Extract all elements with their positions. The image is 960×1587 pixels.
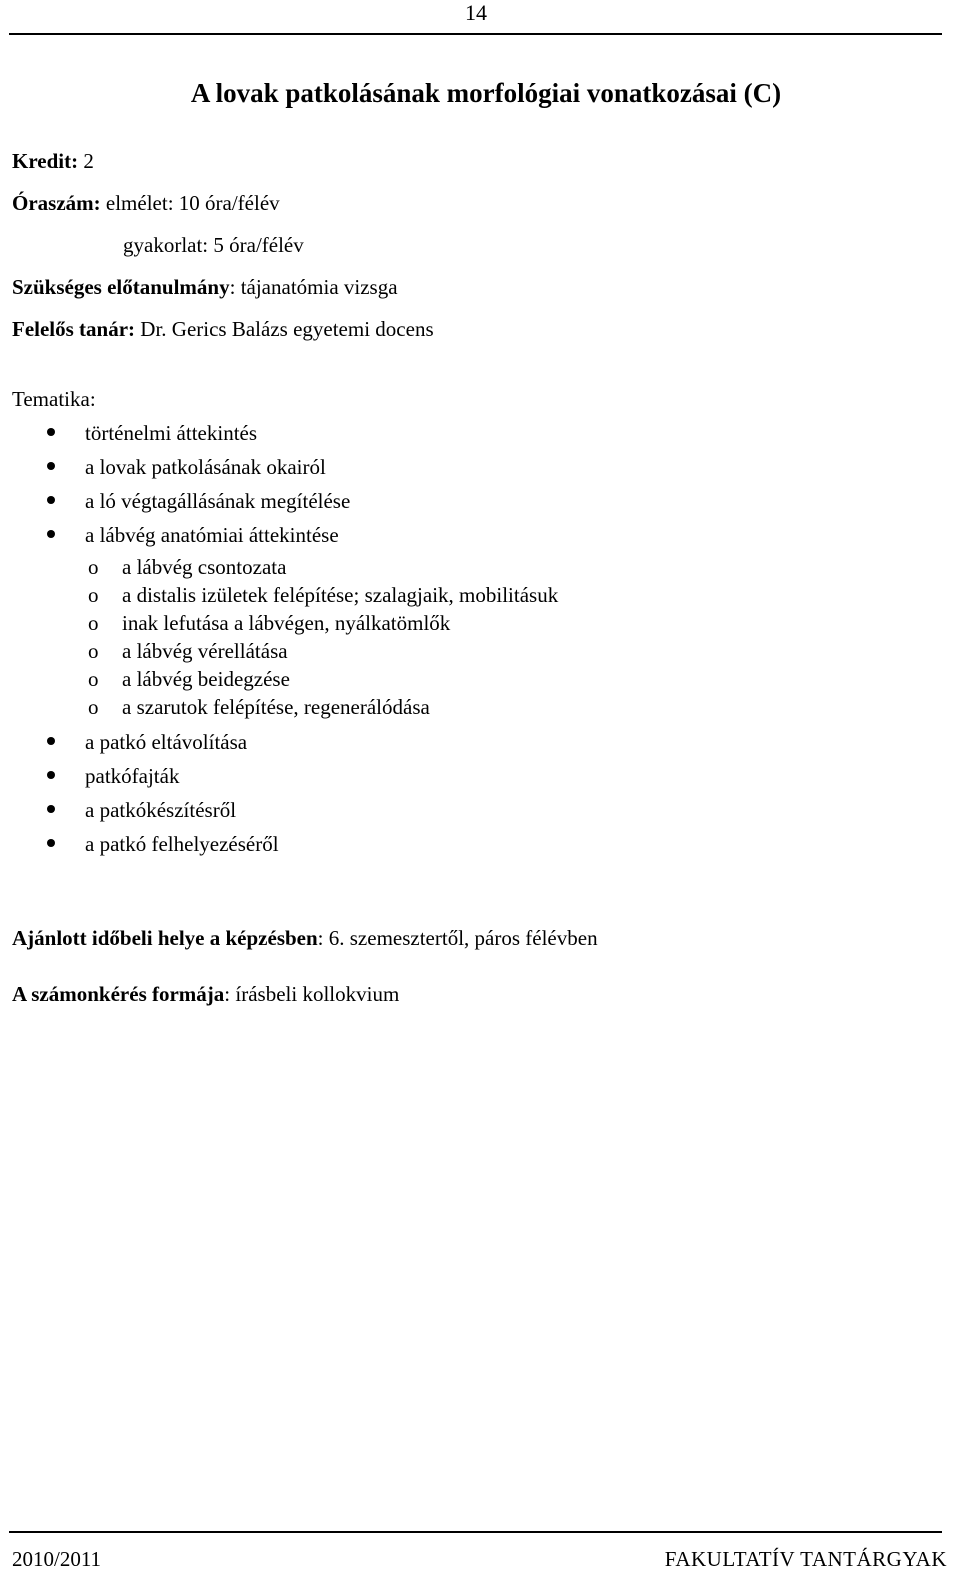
tematika-label: Tematika: — [12, 387, 96, 411]
header-divider — [9, 33, 942, 35]
kredit-row — [12, 148, 94, 174]
bullet-icon — [47, 428, 55, 436]
topic-item: a patkó felhelyezéséről — [85, 832, 279, 856]
footer-divider — [9, 1531, 942, 1533]
szamonkeres-label: A számonkérés formája — [12, 982, 225, 1006]
oraszam-elmelet: elmélet: 10 óra/félév — [105, 191, 280, 215]
felelos-value: Dr. Gerics Balázs egyetemi docens — [140, 317, 434, 341]
bullet-icon — [47, 496, 55, 504]
sub-bullet-icon: o — [88, 639, 99, 663]
topic-item: patkófajták — [85, 764, 180, 788]
page-title: A lovak patkolásának morfológiai vonatkozásai (C) — [190, 78, 782, 108]
oraszam-gyakorlat: gyakorlat: 5 óra/félév — [123, 233, 304, 257]
ajanlott-row — [12, 925, 598, 951]
page-number: 14 — [465, 0, 487, 25]
sub-bullet-icon: o — [88, 695, 99, 719]
bullet-icon — [47, 737, 55, 745]
subtopic-item: a lábvég csontozata — [122, 555, 287, 579]
ajanlott-label: Ajánlott időbeli helye a képzésben — [12, 926, 318, 950]
topic-item: a lábvég anatómiai áttekintése — [85, 523, 339, 547]
topic-item: a ló végtagállásának megítélése — [85, 489, 351, 513]
kredit-label: Kredit: — [12, 149, 79, 173]
elotanulmany-label: Szükséges előtanulmány — [12, 275, 230, 299]
topic-item: a patkókészítésről — [85, 798, 237, 822]
felelos-row — [12, 316, 434, 342]
sub-bullet-icon: o — [88, 611, 99, 635]
oraszam-row — [12, 190, 280, 216]
bullet-icon — [47, 530, 55, 538]
bullet-icon — [47, 462, 55, 470]
subtopic-item: a szarutok felépítése, regenerálódása — [122, 695, 430, 719]
topic-item: a patkó eltávolítása — [85, 730, 248, 754]
elotanulmany-value: : tájanatómia vizsga — [229, 275, 398, 299]
szamonkeres-row — [12, 981, 399, 1007]
subtopic-item: a lábvég beidegzése — [122, 667, 290, 691]
elotanulmany-row — [12, 274, 398, 300]
kredit-value: 2 — [83, 149, 94, 173]
felelos-label: Felelős tanár: — [12, 317, 136, 341]
topic-item: történelmi áttekintés — [85, 421, 258, 445]
bullet-icon — [47, 805, 55, 813]
ajanlott-value: : 6. szemesztertől, páros félévben — [317, 926, 598, 950]
sub-bullet-icon: o — [88, 667, 99, 691]
oraszam-label: Óraszám: — [12, 191, 101, 215]
footer-section: FAKULTATÍV TANTÁRGYAK — [664, 1547, 947, 1571]
subtopic-item: a distalis izületek felépítése; szalagjaik, mobilitásuk — [122, 583, 559, 607]
topic-item: a lovak patkolásának okairól — [85, 455, 326, 479]
szamonkeres-value: : írásbeli kollokvium — [224, 982, 400, 1006]
bullet-icon — [47, 839, 55, 847]
sub-bullet-icon: o — [88, 555, 99, 579]
footer-year: 2010/2011 — [12, 1547, 102, 1571]
subtopic-item: a lábvég vérellátása — [122, 639, 288, 663]
subtopic-item: inak lefutása a lábvégen, nyálkatömlők — [122, 611, 451, 635]
sub-bullet-icon: o — [88, 583, 99, 607]
bullet-icon — [47, 771, 55, 779]
